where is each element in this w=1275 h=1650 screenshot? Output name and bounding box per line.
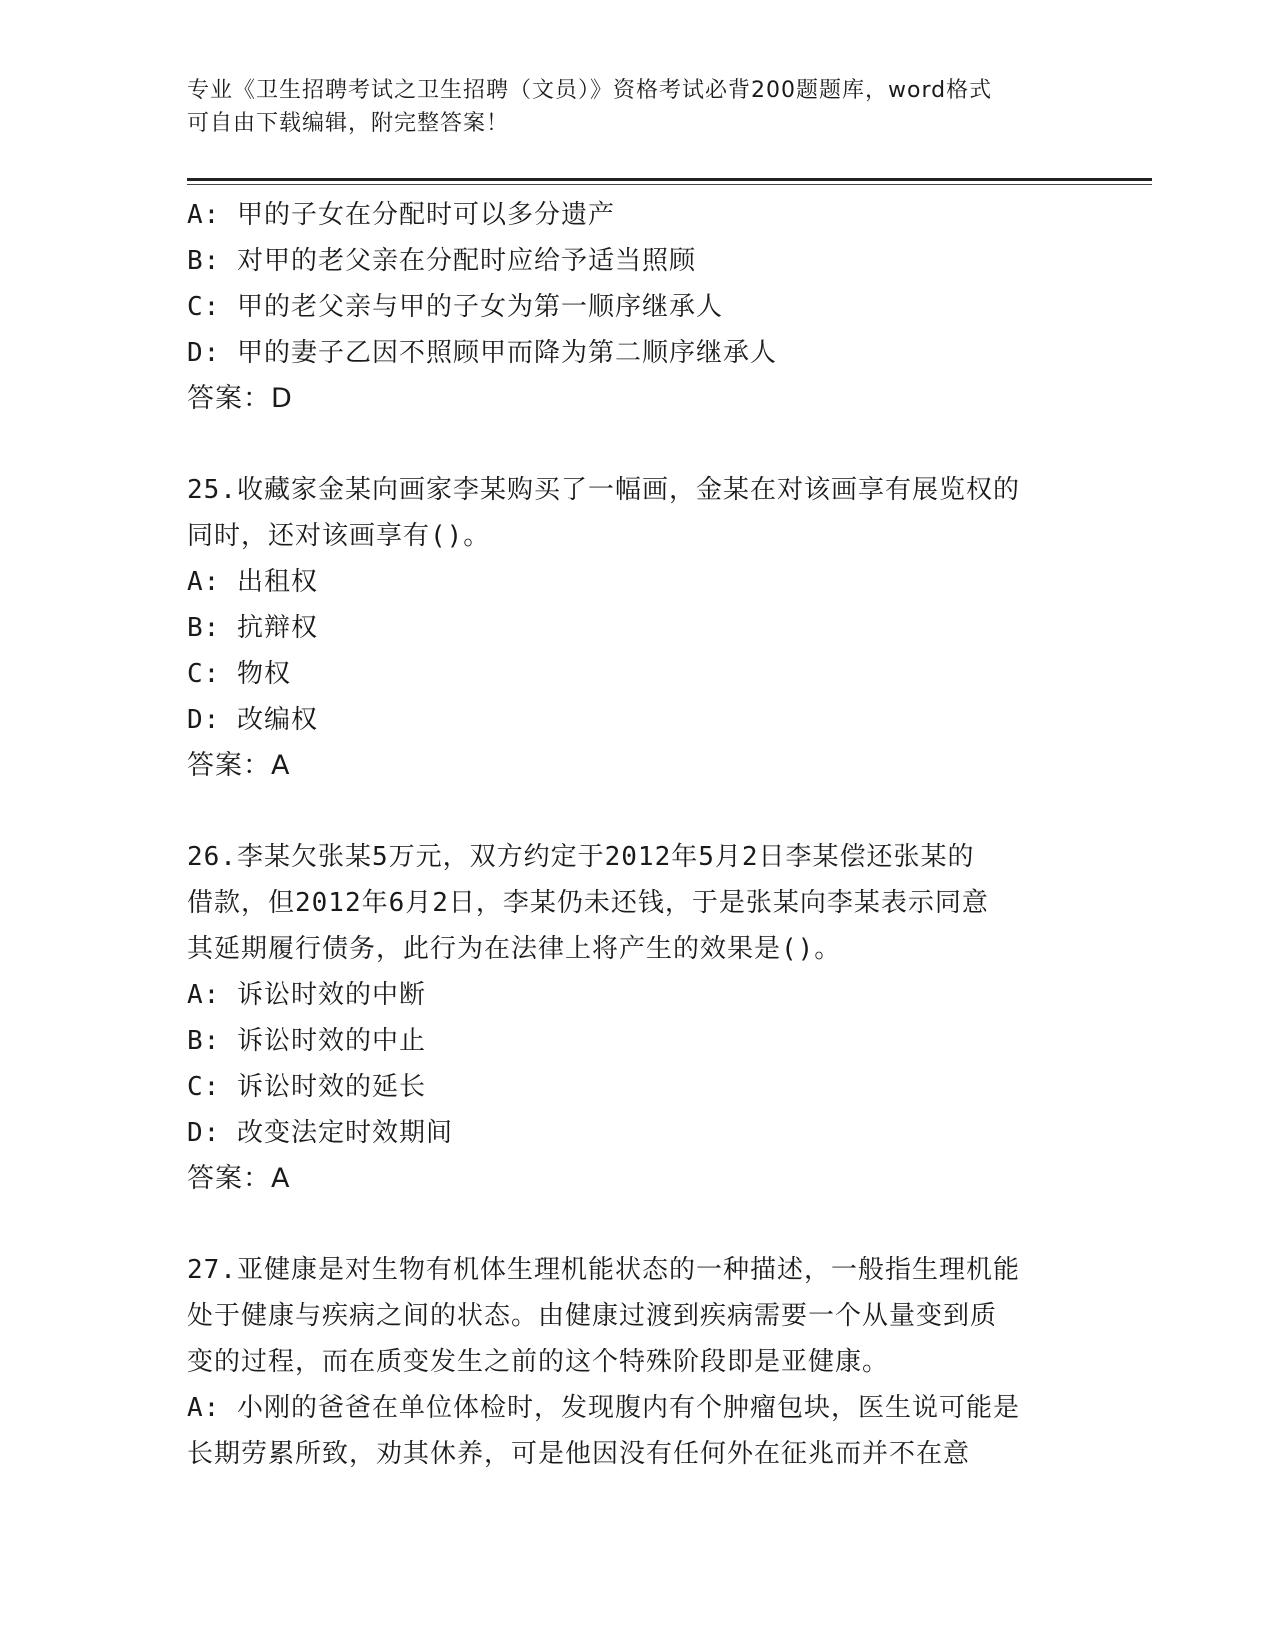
question-24 bbox=[187, 192, 1087, 422]
question-stem-line: 处于健康与疾病之间的状态。由健康过渡到疾病需要一个从量变到质 bbox=[187, 1301, 998, 1331]
question-stem-line: 26.李某欠张某5万元，双方约定于2012年5月2日李某偿还张某的 bbox=[187, 842, 975, 872]
question-stem-line: 变的过程，而在质变发生之前的这个特殊阶段即是亚健康。 bbox=[187, 1347, 890, 1377]
header-divider-thin bbox=[187, 184, 1152, 185]
question-stem-line: 同时，还对该画享有()。 bbox=[187, 521, 491, 551]
question-stem-line: 27.亚健康是对生物有机体生理机能状态的一种描述，一般指生理机能 bbox=[187, 1255, 1020, 1285]
question-list bbox=[187, 192, 1087, 1477]
answer: 答案：D bbox=[187, 383, 293, 414]
option-c: C: 诉讼时效的延长 bbox=[187, 1072, 426, 1102]
answer: 答案：A bbox=[187, 750, 291, 781]
answer: 答案：A bbox=[187, 1163, 291, 1194]
question-25 bbox=[187, 467, 1087, 789]
document-header bbox=[187, 74, 1067, 140]
option-d: D: 改变法定时效期间 bbox=[187, 1118, 453, 1148]
option-d: D: 改编权 bbox=[187, 705, 318, 735]
header-divider-thick bbox=[187, 178, 1152, 181]
option-b: B: 抗辩权 bbox=[187, 613, 318, 643]
question-stem-line: 其延期履行债务，此行为在法律上将产生的效果是()。 bbox=[187, 934, 842, 964]
option-b: B: 对甲的老父亲在分配时应给予适当照顾 bbox=[187, 246, 696, 276]
option-b: B: 诉讼时效的中止 bbox=[187, 1026, 426, 1056]
option-a-continued: 长期劳累所致，劝其休养，可是他因没有任何外在征兆而并不在意 bbox=[187, 1439, 971, 1469]
option-c: C: 物权 bbox=[187, 659, 291, 689]
option-d: D: 甲的妻子乙因不照顾甲而降为第二顺序继承人 bbox=[187, 338, 777, 368]
option-a: A: 小刚的爸爸在单位体检时，发现腹内有个肿瘤包块，医生说可能是 bbox=[187, 1393, 1020, 1423]
option-a: A: 诉讼时效的中断 bbox=[187, 980, 426, 1010]
option-c: C: 甲的老父亲与甲的子女为第一顺序继承人 bbox=[187, 292, 723, 322]
header-line-2: 可自由下载编辑，附完整答案！ bbox=[187, 111, 510, 136]
option-a: A: 出租权 bbox=[187, 567, 318, 597]
question-26 bbox=[187, 834, 1087, 1202]
question-stem-line: 25.收藏家金某向画家李某购买了一幅画，金某在对该画享有展览权的 bbox=[187, 475, 1020, 505]
question-stem-line: 借款，但2012年6月2日，李某仍未还钱，于是张某向李某表示同意 bbox=[187, 888, 989, 918]
option-a: A: 甲的子女在分配时可以多分遗产 bbox=[187, 200, 615, 230]
question-27 bbox=[187, 1247, 1087, 1477]
header-line-1: 专业《卫生招聘考试之卫生招聘（文员）》资格考试必背200题题库，word格式 bbox=[187, 78, 993, 103]
